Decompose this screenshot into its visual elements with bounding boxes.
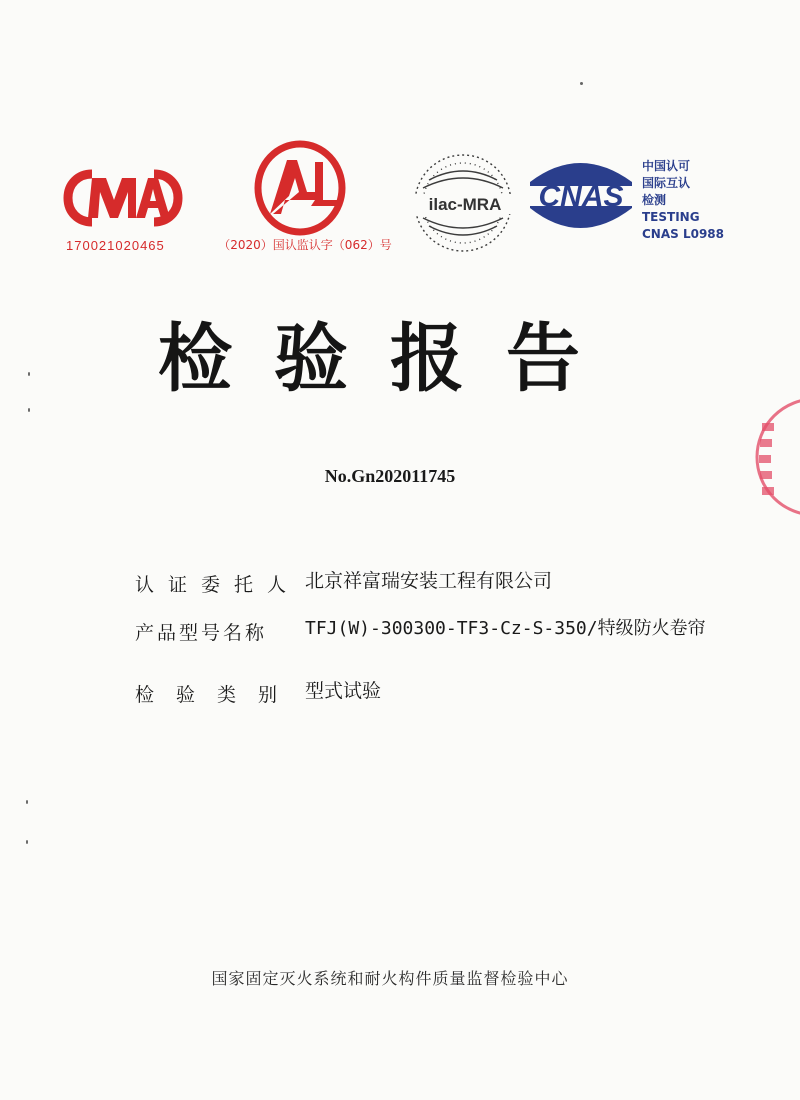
cnas-mark-icon (520, 152, 640, 242)
product-label: 产品型号名称 (135, 622, 268, 644)
scan-speck (580, 82, 583, 85)
scan-speck (28, 408, 30, 412)
product-value: TFJ(W)-300300-TF3-Cz-S-350/特级防火卷帘 (305, 618, 706, 639)
product-row (135, 618, 735, 680)
client-label: 认证委托人 (135, 574, 301, 596)
cnas-line-3: 检测 (642, 193, 667, 207)
cnas-line-4: TESTING (642, 210, 700, 224)
cal-logo (215, 140, 392, 252)
cnas-text: CNAS (538, 180, 624, 213)
report-number: No.Gn202011745 (324, 466, 456, 486)
test-type-label: 检验类别 (135, 684, 300, 706)
ilac-mra-text: ilac-MRA (428, 195, 502, 214)
cal-mark-icon (215, 140, 385, 236)
partial-seal-stamp (740, 395, 800, 520)
scan-speck (26, 800, 28, 804)
ilac-mra-icon (405, 148, 527, 258)
scan-speck (26, 840, 28, 844)
cma-number: 170021020465 (66, 238, 165, 253)
cnas-line-5: CNAS L0988 (642, 227, 725, 241)
seal-icon (740, 395, 800, 520)
issuing-organization: 国家固定灭火系统和耐火构件质量监督检验中心 (211, 969, 569, 988)
cma-mark-icon (58, 160, 188, 232)
report-fields (135, 570, 735, 728)
page-title: 检验报告 (158, 316, 622, 402)
cma-logo (58, 160, 188, 253)
cnas-line-1: 中国认可 (642, 159, 691, 173)
client-value: 北京祥富瑞安装工程有限公司 (305, 570, 553, 592)
cnas-caption (642, 158, 762, 243)
cnas-line-2: 国际互认 (642, 176, 691, 190)
client-row (135, 570, 735, 618)
cal-number: （2020）国认监认字（062）号 (218, 238, 392, 252)
scan-speck (28, 372, 30, 376)
ilac-mra-logo (405, 148, 527, 258)
test-type-row (135, 680, 735, 728)
test-type-value: 型式试验 (305, 680, 382, 702)
cnas-logo (520, 152, 640, 242)
